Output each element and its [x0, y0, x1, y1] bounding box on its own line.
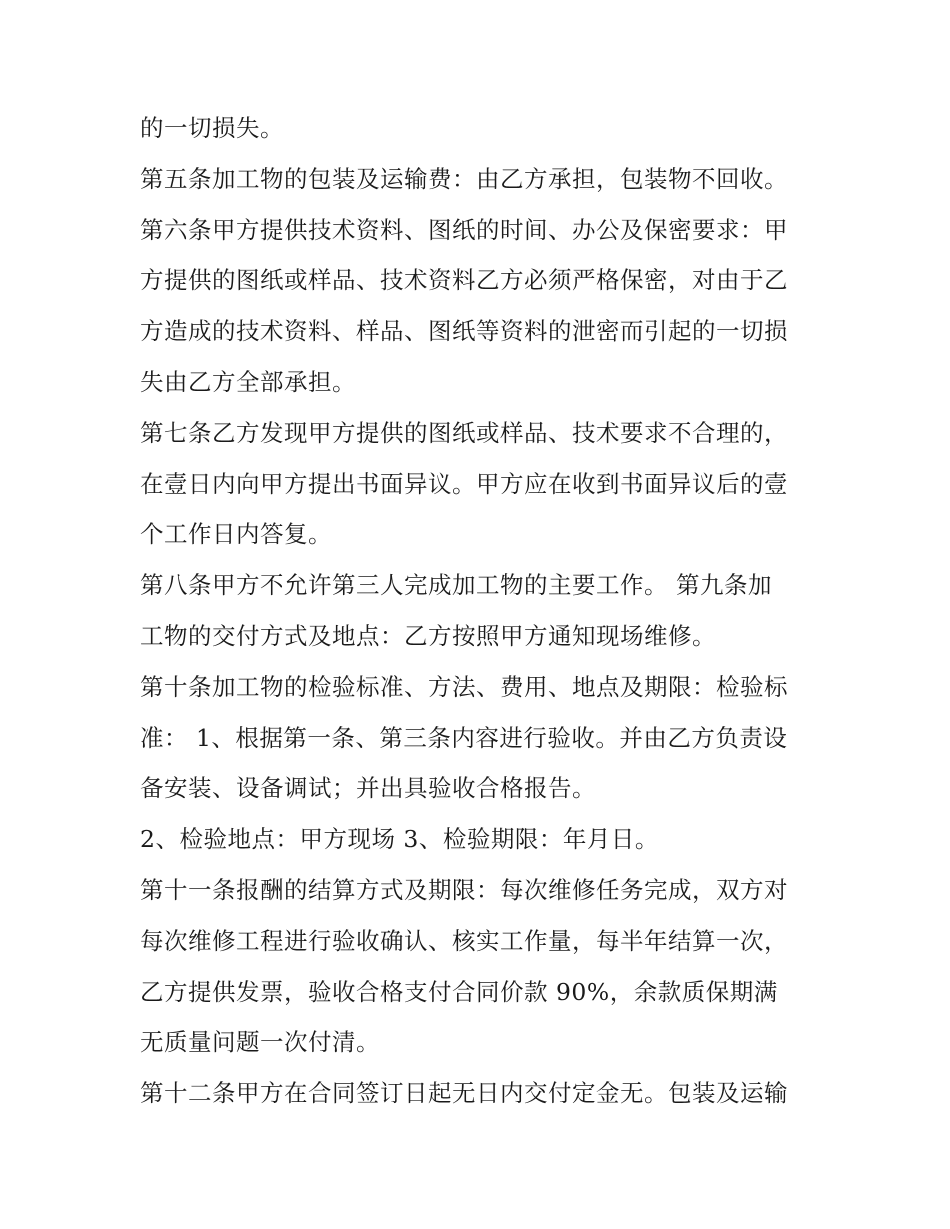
text-line: 第十一条报酬的结算方式及期限：每次维修任务完成，双方对: [140, 875, 788, 904]
text-line: 2、检验地点：甲方现场 3、检验期限：年月日。: [140, 825, 659, 854]
text-line: 第五条加工物的包装及运输费：由乙方承担，包装物不回收。: [140, 164, 788, 193]
text-line: 的一切损失。: [140, 114, 284, 142]
text-line: 方提供的图纸或样品、技术资料乙方必须严格保密，对由于乙: [140, 266, 788, 295]
text-line: 第六条甲方提供技术资料、图纸的时间、办公及保密要求：甲: [140, 215, 788, 244]
text-line: 准： 1、根据第一条、第三条内容进行验收。并由乙方负责设: [140, 723, 788, 752]
text-line: 无质量问题一次付清。: [140, 1028, 380, 1057]
text-line: 个工作日内答复。: [140, 520, 332, 549]
text-line: 第十条加工物的检验标准、方法、费用、地点及期限：检验标: [140, 672, 788, 701]
text-line: 每次维修工程进行验收确认、核实工作量，每半年结算一次，: [140, 926, 788, 955]
text-line: 第八条甲方不允许第三人完成加工物的主要工作。 第九条加: [140, 571, 772, 600]
text-line: 工物的交付方式及地点：乙方按照甲方通知现场维修。: [140, 621, 716, 650]
text-line: 第七条乙方发现甲方提供的图纸或样品、技术要求不合理的，: [140, 418, 788, 447]
text-line: 备安装、设备调试；并出具验收合格报告。: [140, 774, 596, 803]
text-line: 方造成的技术资料、样品、图纸等资料的泄密而引起的一切损: [140, 317, 788, 346]
document-body: [140, 106, 830, 1122]
text-line: 第十二条甲方在合同签订日起无日内交付定金无。包装及运输: [140, 1079, 788, 1108]
text-line: 乙方提供发票，验收合格支付合同价款 90%，余款质保期满: [140, 977, 778, 1006]
text-line: 在壹日内向甲方提出书面异议。甲方应在收到书面异议后的壹: [140, 469, 788, 498]
text-line: 失由乙方全部承担。: [140, 367, 356, 396]
